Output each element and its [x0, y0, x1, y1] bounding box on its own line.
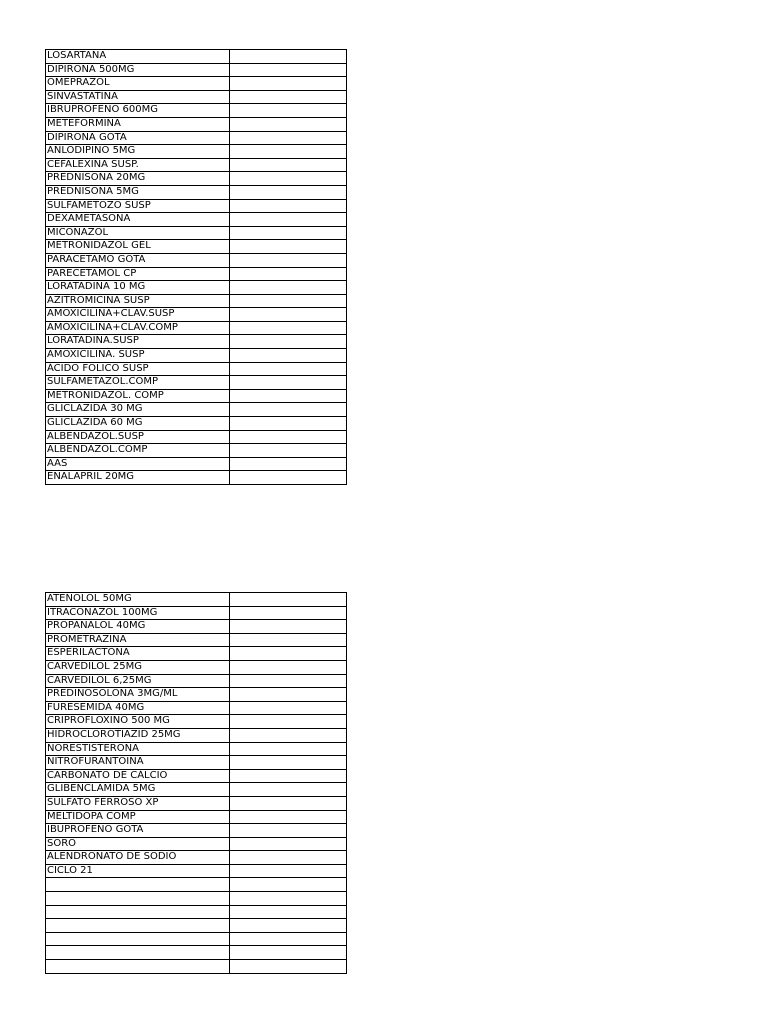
table-row	[46, 403, 347, 417]
medication-name-cell: LORATADINA 10 MG	[46, 281, 230, 295]
table-row	[46, 349, 347, 363]
medication-name-cell: PREDINOSOLONA 3MG/ML	[46, 688, 230, 702]
empty-cell	[230, 117, 347, 131]
table-row	[46, 633, 347, 647]
empty-cell	[230, 769, 347, 783]
table-row	[46, 417, 347, 431]
empty-cell	[230, 471, 347, 485]
table-row	[46, 471, 347, 485]
medication-name-cell: CRIPROFLOXINO 500 MG	[46, 715, 230, 729]
table-row	[46, 63, 347, 77]
medication-name-cell: GLIBENCLAMIDA 5MG	[46, 783, 230, 797]
empty-cell	[230, 104, 347, 118]
empty-cell	[230, 158, 347, 172]
medication-name-cell: FURESEMIDA 40MG	[46, 701, 230, 715]
empty-cell	[230, 892, 347, 906]
table-row	[46, 185, 347, 199]
medication-name-cell: ENALAPRIL 20MG	[46, 471, 230, 485]
medication-name-cell: CICLO 21	[46, 864, 230, 878]
empty-cell	[230, 660, 347, 674]
table-row	[46, 308, 347, 322]
empty-cell	[230, 796, 347, 810]
empty-cell	[230, 253, 347, 267]
medication-name-cell: SINVASTATINA	[46, 90, 230, 104]
table-row	[46, 674, 347, 688]
medication-name-cell: SULFATO FERROSO XP	[46, 796, 230, 810]
table-row	[46, 715, 347, 729]
medication-name-cell	[46, 919, 230, 933]
empty-cell	[230, 281, 347, 295]
table-row	[46, 919, 347, 933]
medication-name-cell: PREDNISONA 20MG	[46, 172, 230, 186]
table-row	[46, 701, 347, 715]
empty-cell	[230, 688, 347, 702]
empty-cell	[230, 199, 347, 213]
table-row	[46, 796, 347, 810]
table-row	[46, 267, 347, 281]
empty-cell	[230, 267, 347, 281]
empty-cell	[230, 308, 347, 322]
medication-name-cell	[46, 905, 230, 919]
table-row	[46, 620, 347, 634]
medication-name-cell: ANLODIPINO 5MG	[46, 145, 230, 159]
medication-name-cell: SORO	[46, 837, 230, 851]
table-row	[46, 647, 347, 661]
medication-name-cell: ATENOLOL 50MG	[46, 593, 230, 607]
medication-name-cell: DEXAMETASONA	[46, 213, 230, 227]
medication-name-cell: ALBENDAZOL.SUSP	[46, 430, 230, 444]
medication-name-cell: CARBONATO DE CÁLCIO	[46, 769, 230, 783]
medication-name-cell: DIPIRONA 500MG	[46, 63, 230, 77]
empty-cell	[230, 457, 347, 471]
empty-cell	[230, 919, 347, 933]
medication-name-cell: ESPERILACTONA	[46, 647, 230, 661]
table-row	[46, 172, 347, 186]
empty-cell	[230, 63, 347, 77]
empty-cell	[230, 349, 347, 363]
empty-cell	[230, 864, 347, 878]
medication-name-cell: HIDROCLOROTIAZID 25MG	[46, 728, 230, 742]
empty-cell	[230, 376, 347, 390]
empty-cell	[230, 430, 347, 444]
medication-name-cell: AMOXICILINA+CLAV.COMP	[46, 321, 230, 335]
table-row	[46, 783, 347, 797]
table-row	[46, 50, 347, 64]
medication-name-cell: LORATADINA.SUSP	[46, 335, 230, 349]
medication-name-cell: NORESTISTERONA	[46, 742, 230, 756]
empty-cell	[230, 837, 347, 851]
medication-name-cell: AMOXICILINA+CLAV.SUSP	[46, 308, 230, 322]
empty-cell	[230, 728, 347, 742]
table-row	[46, 946, 347, 960]
medication-name-cell: ÁCIDO FOLICO SUSP	[46, 362, 230, 376]
medication-name-cell: PROPANALOL 40MG	[46, 620, 230, 634]
empty-cell	[230, 172, 347, 186]
medication-name-cell: MELTIDOPA COMP	[46, 810, 230, 824]
empty-cell	[230, 294, 347, 308]
table-row	[46, 606, 347, 620]
medication-name-cell: PARACETAMO GOTA	[46, 253, 230, 267]
empty-cell	[230, 240, 347, 254]
medication-name-cell: GLICLAZIDA 30 MG	[46, 403, 230, 417]
table-row	[46, 878, 347, 892]
empty-cell	[230, 593, 347, 607]
empty-cell	[230, 851, 347, 865]
empty-cell	[230, 810, 347, 824]
empty-cell	[230, 213, 347, 227]
empty-cell	[230, 90, 347, 104]
medication-name-cell	[46, 946, 230, 960]
medication-name-cell: IBUPROFENO GOTA	[46, 824, 230, 838]
table-row	[46, 131, 347, 145]
medication-name-cell: IBRUPROFENO 600MG	[46, 104, 230, 118]
medication-name-cell: SULFAMETAZOL.COMP	[46, 376, 230, 390]
table-row	[46, 837, 347, 851]
medication-name-cell	[46, 892, 230, 906]
table-row	[46, 90, 347, 104]
empty-cell	[230, 226, 347, 240]
medication-name-cell: SULFAMETOZO SUSP	[46, 199, 230, 213]
table-row	[46, 145, 347, 159]
empty-cell	[230, 647, 347, 661]
table-row	[46, 389, 347, 403]
medication-name-cell: AZITROMICINA SUSP	[46, 294, 230, 308]
empty-cell	[230, 606, 347, 620]
empty-cell	[230, 715, 347, 729]
table-row	[46, 213, 347, 227]
medication-name-cell	[46, 932, 230, 946]
table-row	[46, 226, 347, 240]
table-row	[46, 769, 347, 783]
table-row	[46, 158, 347, 172]
empty-cell	[230, 742, 347, 756]
medication-name-cell: DIPIRONA GOTA	[46, 131, 230, 145]
table-row	[46, 756, 347, 770]
empty-cell	[230, 783, 347, 797]
table-row	[46, 457, 347, 471]
table-row	[46, 864, 347, 878]
medication-name-cell: PARECETAMOL CP	[46, 267, 230, 281]
table-row	[46, 240, 347, 254]
table-row	[46, 960, 347, 974]
table-row	[46, 294, 347, 308]
table-row	[46, 932, 347, 946]
table-row	[46, 77, 347, 91]
table-row	[46, 199, 347, 213]
table-row	[46, 430, 347, 444]
empty-cell	[230, 417, 347, 431]
empty-cell	[230, 50, 347, 64]
table-row	[46, 905, 347, 919]
medication-name-cell: PREDNISONA 5MG	[46, 185, 230, 199]
table-row	[46, 728, 347, 742]
medication-table-1	[45, 49, 347, 485]
empty-cell	[230, 321, 347, 335]
empty-cell	[230, 633, 347, 647]
empty-cell	[230, 701, 347, 715]
table-row	[46, 810, 347, 824]
empty-cell	[230, 824, 347, 838]
empty-cell	[230, 389, 347, 403]
medication-name-cell: LOSARTANA	[46, 50, 230, 64]
medication-name-cell: ALENDRONATO DE SÓDIO	[46, 851, 230, 865]
medication-name-cell: ALBENDAZOL.COMP	[46, 444, 230, 458]
table-row	[46, 688, 347, 702]
medication-name-cell: CEFALEXINA SUSP.	[46, 158, 230, 172]
medication-name-cell: GLICLAZIDA 60 MG	[46, 417, 230, 431]
empty-cell	[230, 878, 347, 892]
medication-name-cell: MICONAZOL	[46, 226, 230, 240]
empty-cell	[230, 131, 347, 145]
empty-cell	[230, 620, 347, 634]
medication-name-cell: ITRACONAZOL 100MG	[46, 606, 230, 620]
medication-name-cell: AAS	[46, 457, 230, 471]
medication-table-1-body	[46, 50, 347, 485]
empty-cell	[230, 444, 347, 458]
empty-cell	[230, 946, 347, 960]
medication-name-cell: OMEPRAZOL	[46, 77, 230, 91]
table-row	[46, 335, 347, 349]
table-row	[46, 362, 347, 376]
medication-name-cell: PROMETRAZINA	[46, 633, 230, 647]
table-row	[46, 321, 347, 335]
table-row	[46, 593, 347, 607]
table-row	[46, 117, 347, 131]
medication-name-cell: METRONIDAZOL. COMP	[46, 389, 230, 403]
empty-cell	[230, 335, 347, 349]
table-row	[46, 660, 347, 674]
empty-cell	[230, 185, 347, 199]
table-row	[46, 892, 347, 906]
empty-cell	[230, 756, 347, 770]
table-row	[46, 253, 347, 267]
table-row	[46, 281, 347, 295]
medication-name-cell: METRONIDAZOL GEL	[46, 240, 230, 254]
medication-name-cell	[46, 878, 230, 892]
empty-cell	[230, 905, 347, 919]
empty-cell	[230, 362, 347, 376]
table-row	[46, 444, 347, 458]
medication-name-cell: METEFORMINA	[46, 117, 230, 131]
table-row	[46, 104, 347, 118]
empty-cell	[230, 960, 347, 974]
medication-name-cell: CARVEDILOL 6,25MG	[46, 674, 230, 688]
medication-name-cell: AMOXICILINA. SUSP	[46, 349, 230, 363]
table-row	[46, 376, 347, 390]
medication-table-2	[45, 592, 347, 974]
medication-name-cell	[46, 960, 230, 974]
empty-cell	[230, 77, 347, 91]
table-row	[46, 851, 347, 865]
empty-cell	[230, 145, 347, 159]
medication-table-2-body	[46, 593, 347, 974]
table-row	[46, 742, 347, 756]
medication-name-cell: CARVEDILOL 25MG	[46, 660, 230, 674]
empty-cell	[230, 932, 347, 946]
empty-cell	[230, 674, 347, 688]
empty-cell	[230, 403, 347, 417]
medication-name-cell: NITROFURANTOINA	[46, 756, 230, 770]
table-row	[46, 824, 347, 838]
